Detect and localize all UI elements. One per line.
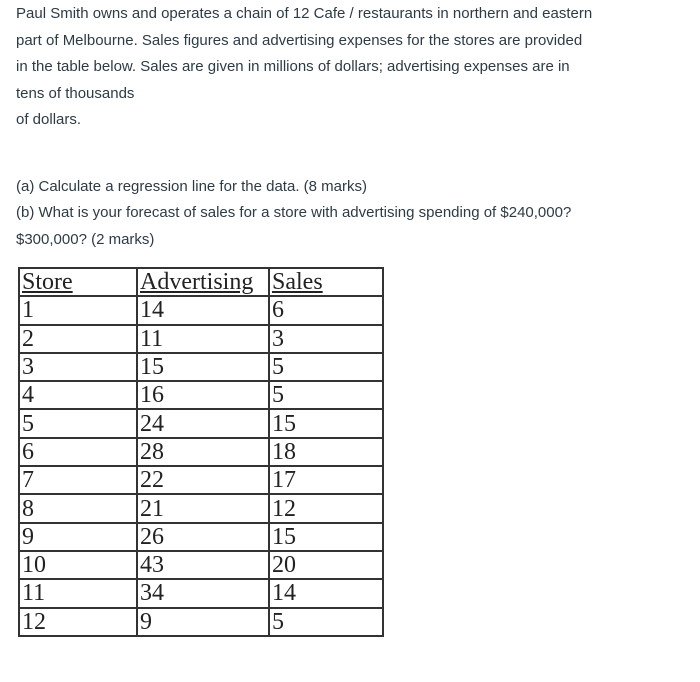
text-line: Paul Smith owns and operates a chain of 12 Cafe / restaurants in northern and eastern [16, 5, 593, 22]
cell-sales: 15 [269, 409, 383, 437]
table-header-row [19, 268, 383, 296]
cell-advertising: 34 [137, 579, 269, 607]
table-row [19, 409, 383, 437]
text-line: in the table below. Sales are given in millions of dollars; advertising expenses are in [16, 58, 570, 75]
cell-sales: 20 [269, 551, 383, 579]
header-advertising: Advertising [140, 269, 254, 296]
cell-store: 4 [19, 381, 137, 409]
cell-store: 2 [19, 325, 137, 353]
cell-advertising: 24 [137, 409, 269, 437]
data-table [18, 267, 384, 637]
question-a: (a) Calculate a regression line for the data. (8 marks) [16, 177, 367, 195]
table-row [19, 325, 383, 353]
cell-store: 10 [19, 551, 137, 579]
cell-sales: 12 [269, 494, 383, 522]
cell-store: 5 [19, 409, 137, 437]
cell-sales: 17 [269, 466, 383, 494]
cell-sales: 14 [269, 579, 383, 607]
cell-sales: 6 [269, 296, 383, 324]
header-store: Store [22, 269, 73, 296]
cell-store: 8 [19, 494, 137, 522]
cell-sales: 5 [269, 381, 383, 409]
cell-store: 7 [19, 466, 137, 494]
cell-advertising: 28 [137, 438, 269, 466]
table-row [19, 579, 383, 607]
header-sales: Sales [272, 269, 323, 296]
table-row [19, 551, 383, 579]
text-line: tens of thousands [16, 84, 135, 102]
cell-advertising: 16 [137, 381, 269, 409]
problem-description [16, 1, 691, 134]
question-b-cont: $300,000? (2 marks) [16, 230, 155, 248]
cell-advertising: 26 [137, 523, 269, 551]
table-row [19, 381, 383, 409]
text-line: part of Melbourne. Sales figures and advertising expenses for the stores are provided [16, 31, 583, 49]
table-row [19, 296, 383, 324]
cell-advertising: 22 [137, 466, 269, 494]
cell-sales: 3 [269, 325, 383, 353]
cell-store: 9 [19, 523, 137, 551]
table-row [19, 438, 383, 466]
cell-store: 11 [19, 579, 137, 607]
table-row [19, 494, 383, 522]
cell-advertising: 43 [137, 551, 269, 579]
cell-store: 1 [19, 296, 137, 324]
cell-advertising: 15 [137, 353, 269, 381]
cell-store: 6 [19, 438, 137, 466]
cell-advertising: 11 [137, 325, 269, 353]
cell-advertising: 21 [137, 494, 269, 522]
table-row [19, 353, 383, 381]
table-row [19, 466, 383, 494]
cell-advertising: 14 [137, 296, 269, 324]
cell-store: 12 [19, 608, 137, 636]
cell-advertising: 9 [137, 608, 269, 636]
cell-sales: 18 [269, 438, 383, 466]
questions [16, 174, 691, 254]
question-b: (b) What is your forecast of sales for a store with advertising spending of $240,000? [16, 204, 572, 221]
table-row [19, 523, 383, 551]
cell-sales: 15 [269, 523, 383, 551]
cell-sales: 5 [269, 353, 383, 381]
cell-store: 3 [19, 353, 137, 381]
table-row [19, 608, 383, 636]
text-line: of dollars. [16, 111, 82, 128]
cell-sales: 5 [269, 608, 383, 636]
